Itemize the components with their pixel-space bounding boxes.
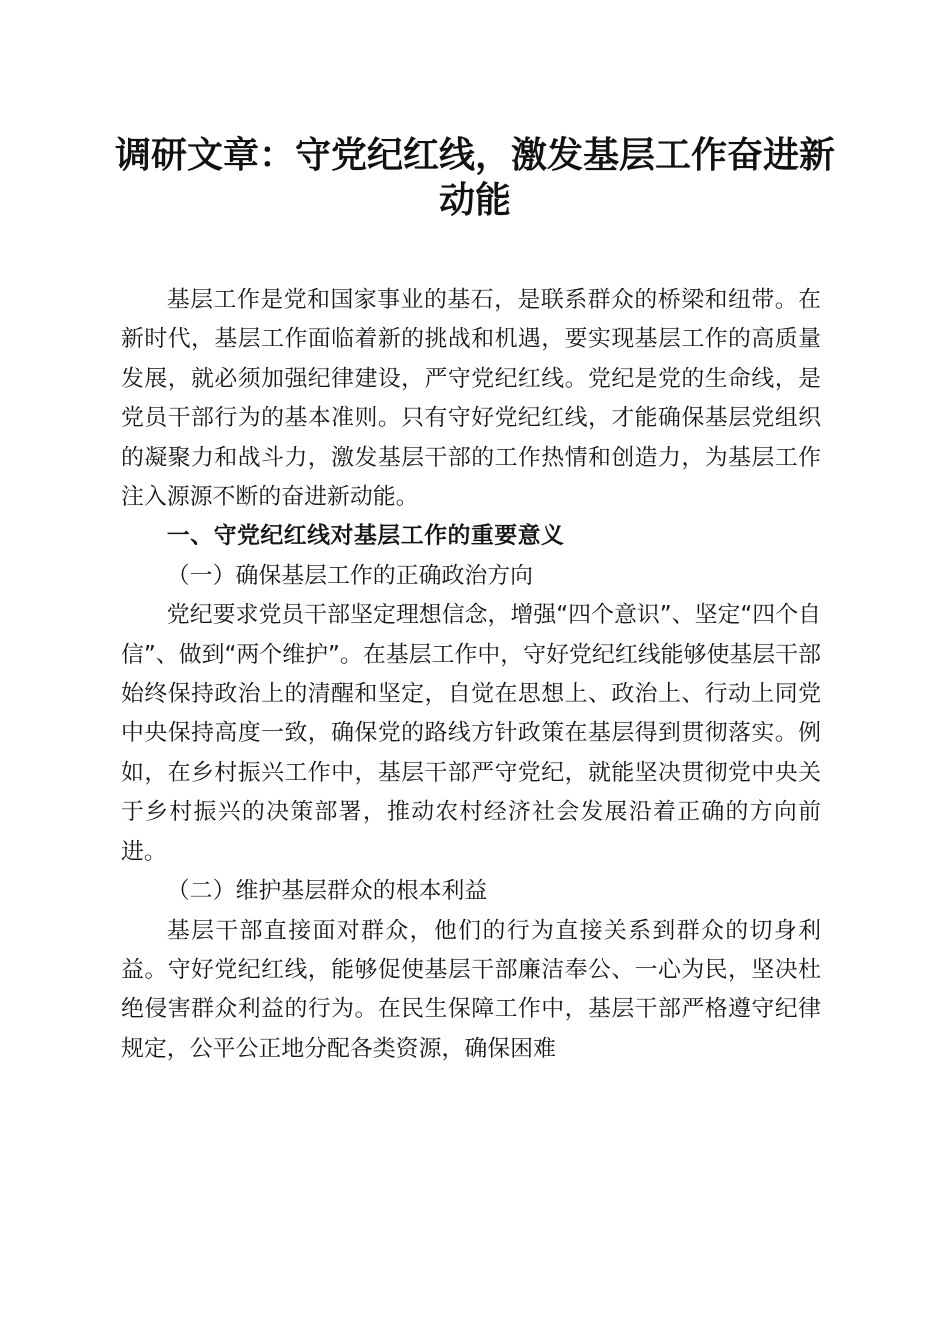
section-heading-1: 一、守党纪红线对基层工作的重要意义 [166, 523, 565, 550]
title-line-1: 调研文章：守党纪红线，激发基层工作奋进新 [114, 134, 835, 176]
document-body [121, 281, 821, 1069]
page-title [110, 133, 840, 223]
subsection-paragraph-1: 党纪要求党员干部坚定理想信念，增强“四个意识”、坚定“四个自信”、做到“两个维护”。在基层工作中，守好党纪红线能够使基层干部始终保持政治上的清醒和坚定，自觉在思想上、政治上、行动上同党中央保持高度一致，确保党的路线方针政策在基层得到贯彻落实。例如，在乡村振兴工作中，基层干部严守党纪，就能坚决贯彻党中央关于乡村振兴的决策部署，推动农村经济社会发展沿着正确的方向前进。 [121, 602, 821, 865]
subsection-heading-1: （一）确保基层工作的正确政治方向 [166, 562, 534, 589]
intro-paragraph: 基层工作是党和国家事业的基石，是联系群众的桥梁和纽带。在新时代，基层工作面临着新的挑战和机遇，要实现基层工作的高质量发展，就必须加强纪律建设，严守党纪红线。党纪是党的生命线，是党员干部行为的基本准则。只有守好党纪红线，才能确保基层党组织的凝聚力和战斗力，激发基层干部的工作热情和创造力，为基层工作注入源源不断的奋进新动能。 [121, 287, 821, 511]
title-line-2: 动能 [438, 179, 511, 221]
subsection-paragraph-2: 基层干部直接面对群众，他们的行为直接关系到群众的切身利益。守好党纪红线，能够促使基层干部廉洁奉公、一心为民，坚决杜绝侵害群众利益的行为。在民生保障工作中，基层干部严格遵守纪律规定，公平公正地分配各类资源，确保困难 [121, 917, 821, 1062]
subsection-heading-2: （二）维护基层群众的根本利益 [166, 878, 488, 905]
